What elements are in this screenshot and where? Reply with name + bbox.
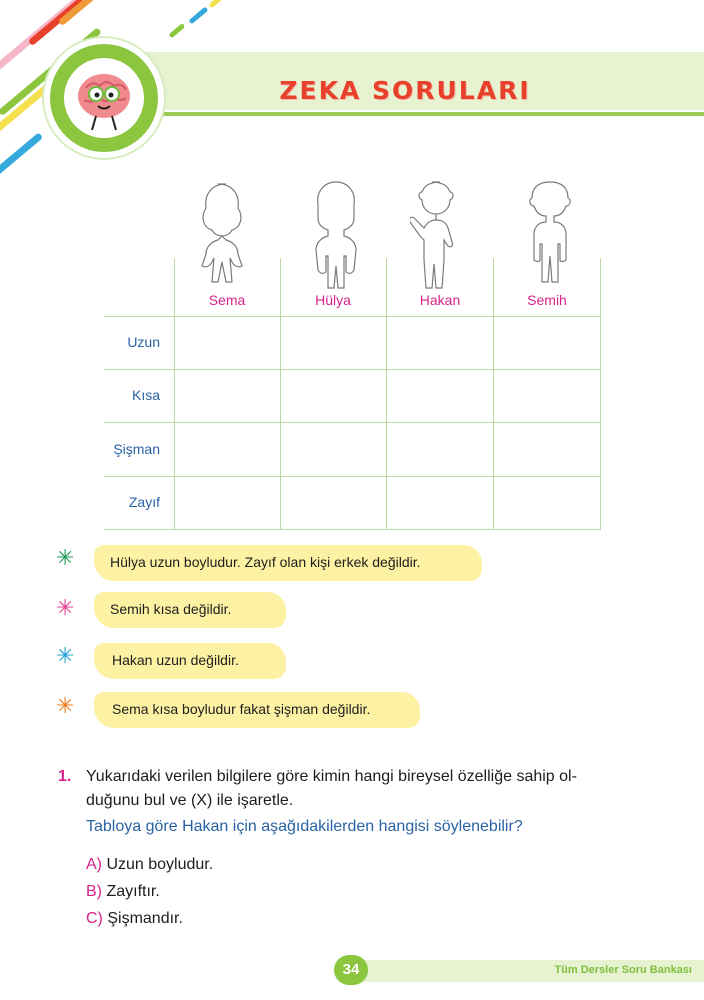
- statement-4: Sema kısa boyludur fakat şişman değildir.: [112, 701, 371, 717]
- answer-cell[interactable]: [494, 370, 600, 423]
- row-header-uzun: Uzun: [127, 334, 160, 350]
- answer-cell[interactable]: [281, 370, 387, 423]
- option-a[interactable]: [86, 856, 213, 874]
- answer-cell[interactable]: [387, 317, 493, 370]
- column-header-sema: Sema: [208, 292, 246, 308]
- brain-icon: [64, 58, 144, 138]
- answer-cell[interactable]: [175, 370, 281, 423]
- answer-cell[interactable]: [387, 423, 493, 476]
- option-text: Zayıftır.: [106, 883, 160, 900]
- book-title: Tüm Dersler Soru Bankası: [554, 964, 692, 976]
- answer-cell[interactable]: [175, 477, 281, 530]
- answer-cell[interactable]: [175, 317, 281, 370]
- answer-cell[interactable]: [281, 477, 387, 530]
- option-text: Şişmandır.: [107, 910, 183, 927]
- statement-1: Hülya uzun boyludur. Zayıf olan kişi erkek değildir.: [110, 554, 421, 570]
- option-text: Uzun boyludur.: [106, 856, 214, 873]
- option-letter: B): [86, 883, 102, 900]
- option-letter: A): [86, 856, 102, 873]
- question-text-line-2: duğunu bul ve (X) ile işaretle.: [86, 792, 294, 809]
- answer-cell[interactable]: [494, 477, 600, 530]
- star-icon: ✳: [56, 546, 75, 571]
- answer-cell[interactable]: [175, 423, 281, 476]
- row-header-kisa: Kısa: [131, 387, 160, 403]
- girl-figure-sema: [196, 180, 256, 290]
- boy-figure-semih: [518, 178, 578, 290]
- page-title: ZEKA SORULARI: [279, 76, 531, 105]
- star-icon: ✳: [56, 596, 75, 621]
- brain-mascot-logo: [44, 38, 164, 158]
- row-header-zayif: Zayıf: [128, 494, 160, 510]
- statement-3: Hakan uzun değildir.: [112, 652, 239, 668]
- answer-cell[interactable]: [387, 370, 493, 423]
- question-number: 1.: [58, 768, 72, 785]
- boy-figure-hakan: [410, 178, 470, 290]
- header-underline: [120, 112, 704, 116]
- answer-cell[interactable]: [494, 317, 600, 370]
- column-header-hulya: Hülya: [315, 292, 351, 308]
- answer-cell[interactable]: [281, 317, 387, 370]
- option-letter: C): [86, 910, 103, 927]
- question-text-line-1: Yukarıdaki verilen bilgilere göre kimin hangi bireysel özelliğe sahip ol-: [86, 768, 577, 785]
- star-icon: ✳: [56, 644, 75, 669]
- star-icon: ✳: [56, 694, 75, 719]
- column-header-hakan: Hakan: [419, 292, 461, 308]
- row-header-sisman: Şişman: [113, 441, 160, 457]
- page-number: 34: [334, 955, 368, 985]
- column-header-semih: Semih: [527, 292, 567, 308]
- statement-2: Semih kısa değildir.: [110, 601, 232, 617]
- answer-cell[interactable]: [494, 423, 600, 476]
- girl-figure-hulya: [306, 180, 366, 290]
- option-b[interactable]: [86, 883, 160, 901]
- question-prompt: Tabloya göre Hakan için aşağıdakilerden hangisi söylenebilir?: [86, 818, 523, 835]
- answer-cell[interactable]: [387, 477, 493, 530]
- option-c[interactable]: [86, 910, 183, 928]
- answer-cell[interactable]: [281, 423, 387, 476]
